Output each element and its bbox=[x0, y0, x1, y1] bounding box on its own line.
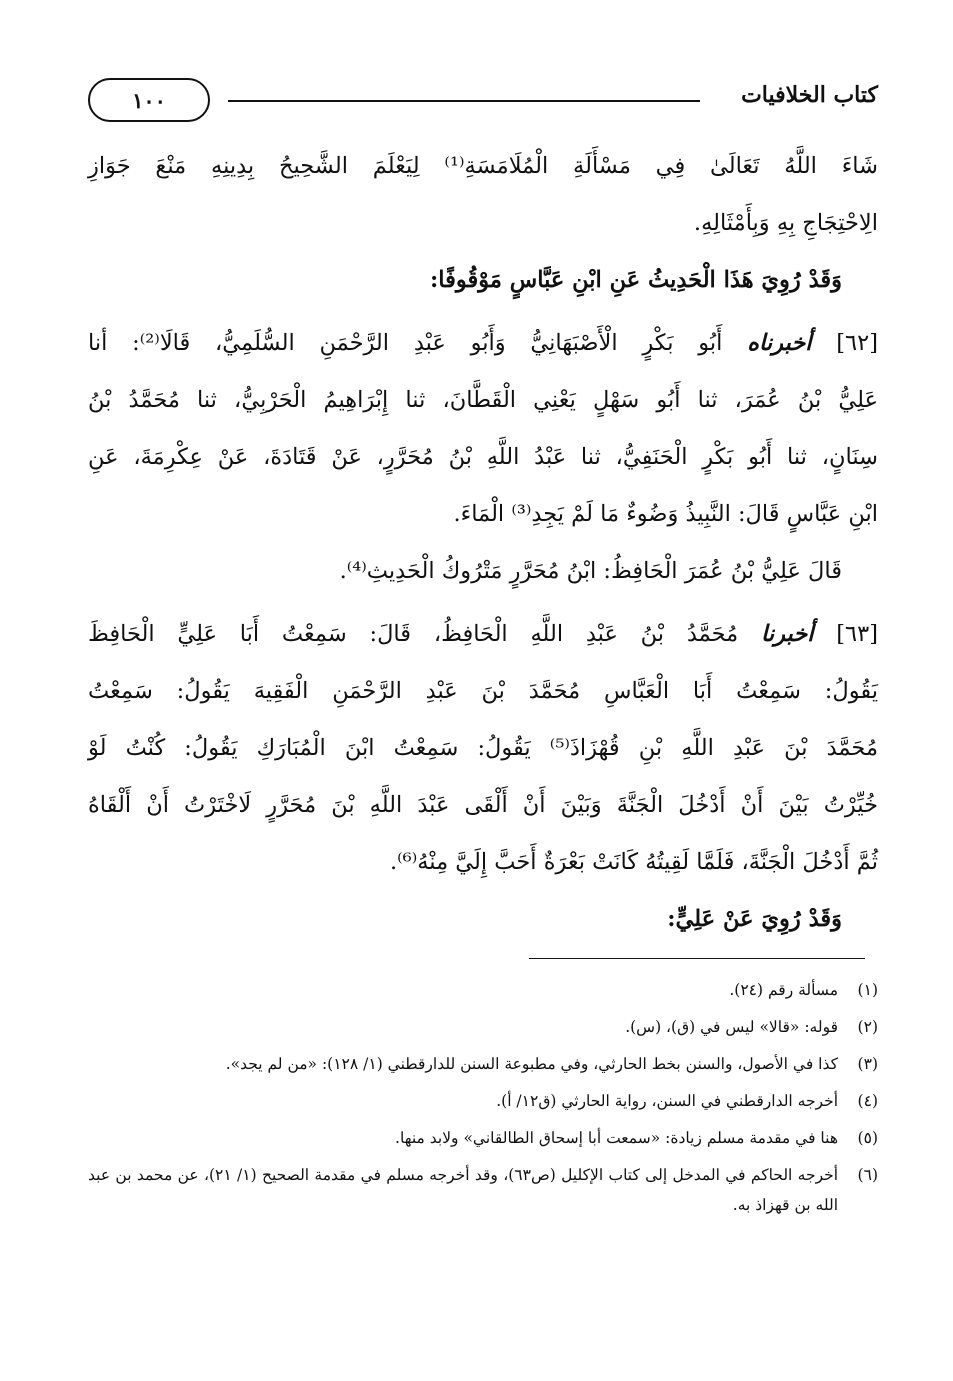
text-line: ابْنِ عَبَّاسٍ قَالَ: النَّبِيذُ وَضُوءٌ مَا لَمْ يَجِدِ⁽³⁾ الْمَاءَ. bbox=[453, 501, 878, 527]
footnote-number: (٣) bbox=[857, 1055, 878, 1073]
footnote-number: (٦) bbox=[857, 1166, 878, 1184]
text-segment: مُحَمَّدُ بْنُ عَبْدِ اللَّهِ الْحَافِظُ، قَالَ: سَمِعْتُ أَبَا عَلِيٍّ الْحَافِظَ bbox=[88, 621, 739, 647]
footnote-number: (٢) bbox=[857, 1018, 878, 1036]
hadith-number: [٦٢] bbox=[836, 330, 878, 356]
footnote bbox=[88, 1049, 878, 1079]
text-segment: أَبُو بَكْرٍ الْأَصْبَهَانِيُّ وَأَبُو عَبْدِ الرَّحْمَنِ السُّلَمِيُّ، قَالَا⁽²⁾: أنا bbox=[88, 330, 723, 356]
text-line: الِاحْتِجَاجِ بِهِ وَبِأَمْثَالِهِ. bbox=[693, 210, 878, 236]
footnote-text: قوله: «قالا» ليس في (ق)، (س). bbox=[625, 1018, 838, 1036]
footnote-text: مسألة رقم (٢٤). bbox=[729, 981, 838, 999]
header-rule bbox=[228, 100, 700, 102]
footnote bbox=[88, 1086, 878, 1116]
text-line: قَالَ عَلِيُّ بْنُ عُمَرَ الْحَافِظُ: ابْنُ مُحَرَّرٍ مَتْرُوكُ الْحَدِيثِ⁽⁴⁾. bbox=[339, 558, 842, 584]
section-heading: وَقَدْ رُوِيَ هَذَا الْحَدِيثُ عَنِ ابْنِ عَبَّاسٍ مَوْقُوفًا: bbox=[429, 267, 842, 293]
page-number: ١٠٠ bbox=[88, 78, 210, 122]
text-line: عَلِيُّ بْنُ عُمَرَ، ثنا أَبُو سَهْلٍ يَعْنِي الْقَطَّانَ، ثنا إِبْرَاهِيمُ الْحَرْبِيُّ، ثنا مُحَمَّدُ بْنُ bbox=[88, 387, 878, 413]
text-line: خُيِّرْتُ بَيْنَ أَنْ أَدْخُلَ الْجَنَّةَ وَبَيْنَ أَنْ أَلْقَى عَبْدَ اللَّهِ بْنَ مُحَرَّرٍ لَاخْتَرْتُ أَنْ أَلْقَاهُ bbox=[88, 792, 878, 818]
footnote bbox=[88, 1123, 878, 1153]
hadith-keyword: أخبرناه bbox=[747, 330, 812, 356]
book-title: كتاب الخلافيات bbox=[741, 82, 878, 108]
text-line: سِنَانٍ، ثنا أَبُو بَكْرٍ الْحَنَفِيُّ، ثنا عَبْدُ اللَّهِ بْنُ مُحَرَّرٍ، عَنْ قَتَادَةَ، عَنْ عِكْرِمَةَ، عَنِ bbox=[88, 444, 878, 470]
footnote-number: (١) bbox=[857, 981, 878, 999]
hadith-63-line bbox=[88, 606, 878, 663]
main-text bbox=[88, 138, 878, 948]
footnote-separator bbox=[529, 958, 865, 959]
footnote-number: (٤) bbox=[857, 1092, 878, 1110]
footnote-number: (٥) bbox=[857, 1129, 878, 1147]
footnote-text: كذا في الأصول، والسنن بخط الحارثي، وفي مطبوعة السنن للدارقطني (١/ ١٢٨): «من لم يجد». bbox=[225, 1055, 838, 1073]
footnote-text: أخرجه الحاكم في المدخل إلى كتاب الإكليل (ص٦٣)، وقد أخرجه مسلم في مقدمة الصحيح (١/ ٢١)، عن محمد بن عبد الله بن قهزاذ به. bbox=[88, 1166, 839, 1214]
hadith-keyword: أخبرنا bbox=[761, 621, 814, 647]
footnote bbox=[88, 1160, 878, 1220]
footnote-text: هنا في مقدمة مسلم زيادة: «سمعت أبا إسحاق الطالقاني» ولابد منها. bbox=[395, 1129, 838, 1147]
footnote-text: أخرجه الدارقطني في السنن، رواية الحارثي (ق١٢/ أ). bbox=[496, 1092, 838, 1110]
footnote bbox=[88, 975, 878, 1005]
footnotes bbox=[88, 975, 878, 1227]
page-header bbox=[88, 78, 878, 128]
text-line: يَقُولُ: سَمِعْتُ أَبَا الْعَبَّاسِ مُحَمَّدَ بْنَ عَبْدِ الرَّحْمَنِ الْفَقِيهَ يَقُولُ: سَمِعْتُ bbox=[88, 678, 878, 704]
text-line: ثُمَّ أَدْخُلَ الْجَنَّةَ، فَلَمَّا لَقِيتُهُ كَانَتْ بَعْرَةٌ أَحَبَّ إِلَيَّ مِنْهُ⁽⁶⁾. bbox=[389, 849, 878, 875]
footnote bbox=[88, 1012, 878, 1042]
text-line: مُحَمَّدَ بْنَ عَبْدِ اللَّهِ بْنِ قُهْزَاذَ⁽⁵⁾ يَقُولُ: سَمِعْتُ ابْنَ الْمُبَارَكِ يَقُولُ: كُنْتُ لَوْ bbox=[88, 735, 878, 761]
hadith-62-line bbox=[88, 315, 878, 372]
hadith-number: [٦٣] bbox=[836, 621, 878, 647]
text-line: شَاءَ اللَّهُ تَعَالَىٰ فِي مَسْأَلَةِ الْمُلَامَسَةِ⁽¹⁾ لِيَعْلَمَ الشَّحِيحُ بِدِينِهِ مَنْعَ جَوَازِ bbox=[88, 153, 878, 179]
section-heading: وَقَدْ رُوِيَ عَنْ عَلِيٍّ: bbox=[667, 906, 842, 932]
